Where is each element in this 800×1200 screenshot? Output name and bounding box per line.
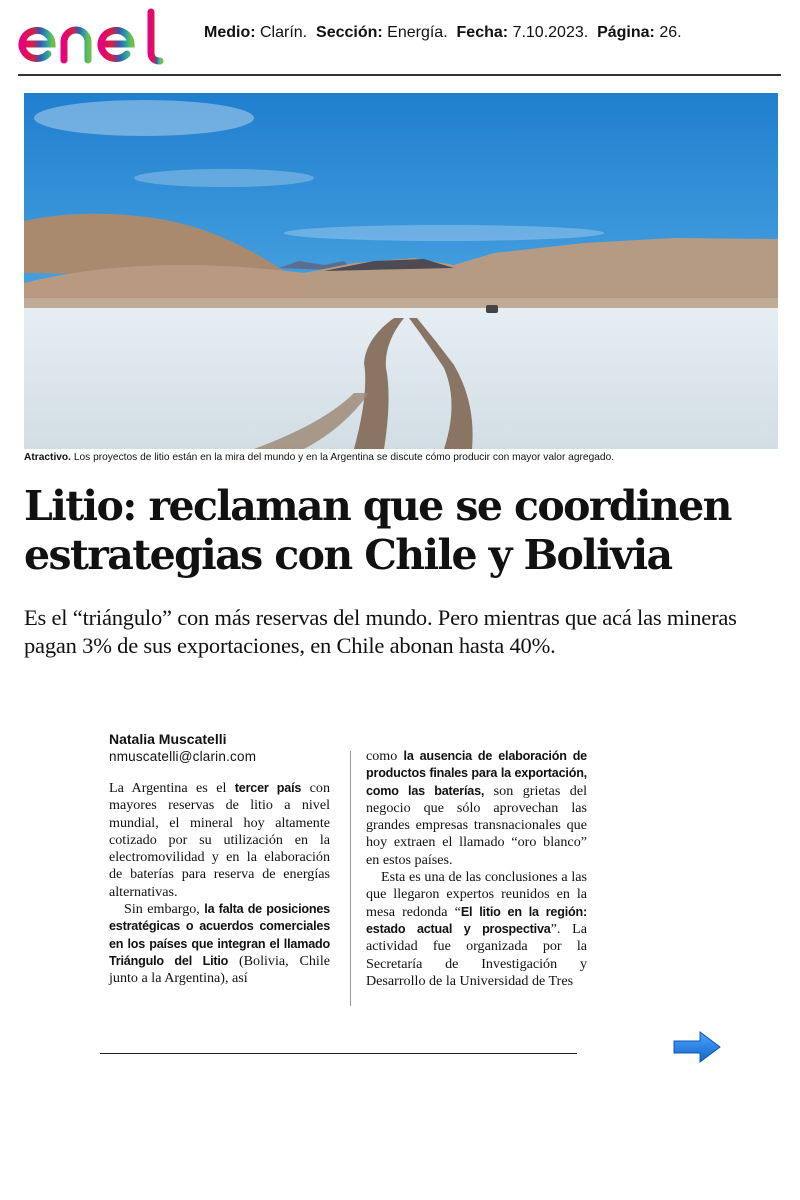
paragraph-3: como la ausencia de elaboración de productos finales para la exportación, como las baterías, son grietas del negocio que sólo aprovechan las grandes empresas transnacionales que hoy extraen el llamado “oro blanco” en estos países. bbox=[366, 748, 587, 868]
article-bottom-rule bbox=[100, 1053, 577, 1054]
article-column-2 bbox=[366, 748, 587, 990]
publication-meta: Medio: Clarín. Sección: Energía. Fecha: 7.10.2023. Página: 26. bbox=[204, 24, 682, 41]
author-name: Natalia Muscatelli bbox=[109, 731, 227, 747]
author-email: nmuscatelli@clarin.com bbox=[109, 749, 257, 764]
next-page-arrow-icon[interactable] bbox=[672, 1030, 722, 1064]
column-divider bbox=[350, 751, 351, 1006]
header-divider bbox=[18, 74, 781, 76]
article-column-1 bbox=[109, 730, 330, 988]
article-headline: Litio: reclaman que se coordinen estrategias con Chile y Bolivia bbox=[24, 482, 731, 579]
article-subhead: Es el “triángulo” con más reservas del mundo. Pero mientras que acá las mineras pagan 3% de sus exportaciones, en Chile abonan hasta 40%. bbox=[24, 605, 737, 658]
enel-logo bbox=[18, 8, 178, 66]
salt-flat-photo bbox=[24, 93, 778, 449]
photo-caption: Atractivo. Los proyectos de litio están en la mira del mundo y en la Argentina se discute cómo producir con mayor valor agregado. bbox=[24, 452, 615, 463]
paragraph-4: Esta es una de las conclusiones a las que llegaron expertos reunidos en la mesa redonda “El litio en la región: estado actual y prospectiva”. La actividad fue organizada por la Secretaría de Investigación y Desarrollo de la Universidad de Tres bbox=[366, 869, 587, 989]
paragraph-1: La Argentina es el tercer país con mayores reservas de litio a nivel mundial, el mineral hoy altamente cotizado por su utilización en la electromovilidad y en la elaboración de baterías para reserva de energías alternativas. bbox=[109, 780, 330, 900]
paragraph-2: Sin embargo, la falta de posiciones estratégicas o acuerdos comerciales en los países que integran el llamado Triángulo del Litio (Bolivia, Chile junto a la Argentina), así bbox=[109, 901, 330, 987]
